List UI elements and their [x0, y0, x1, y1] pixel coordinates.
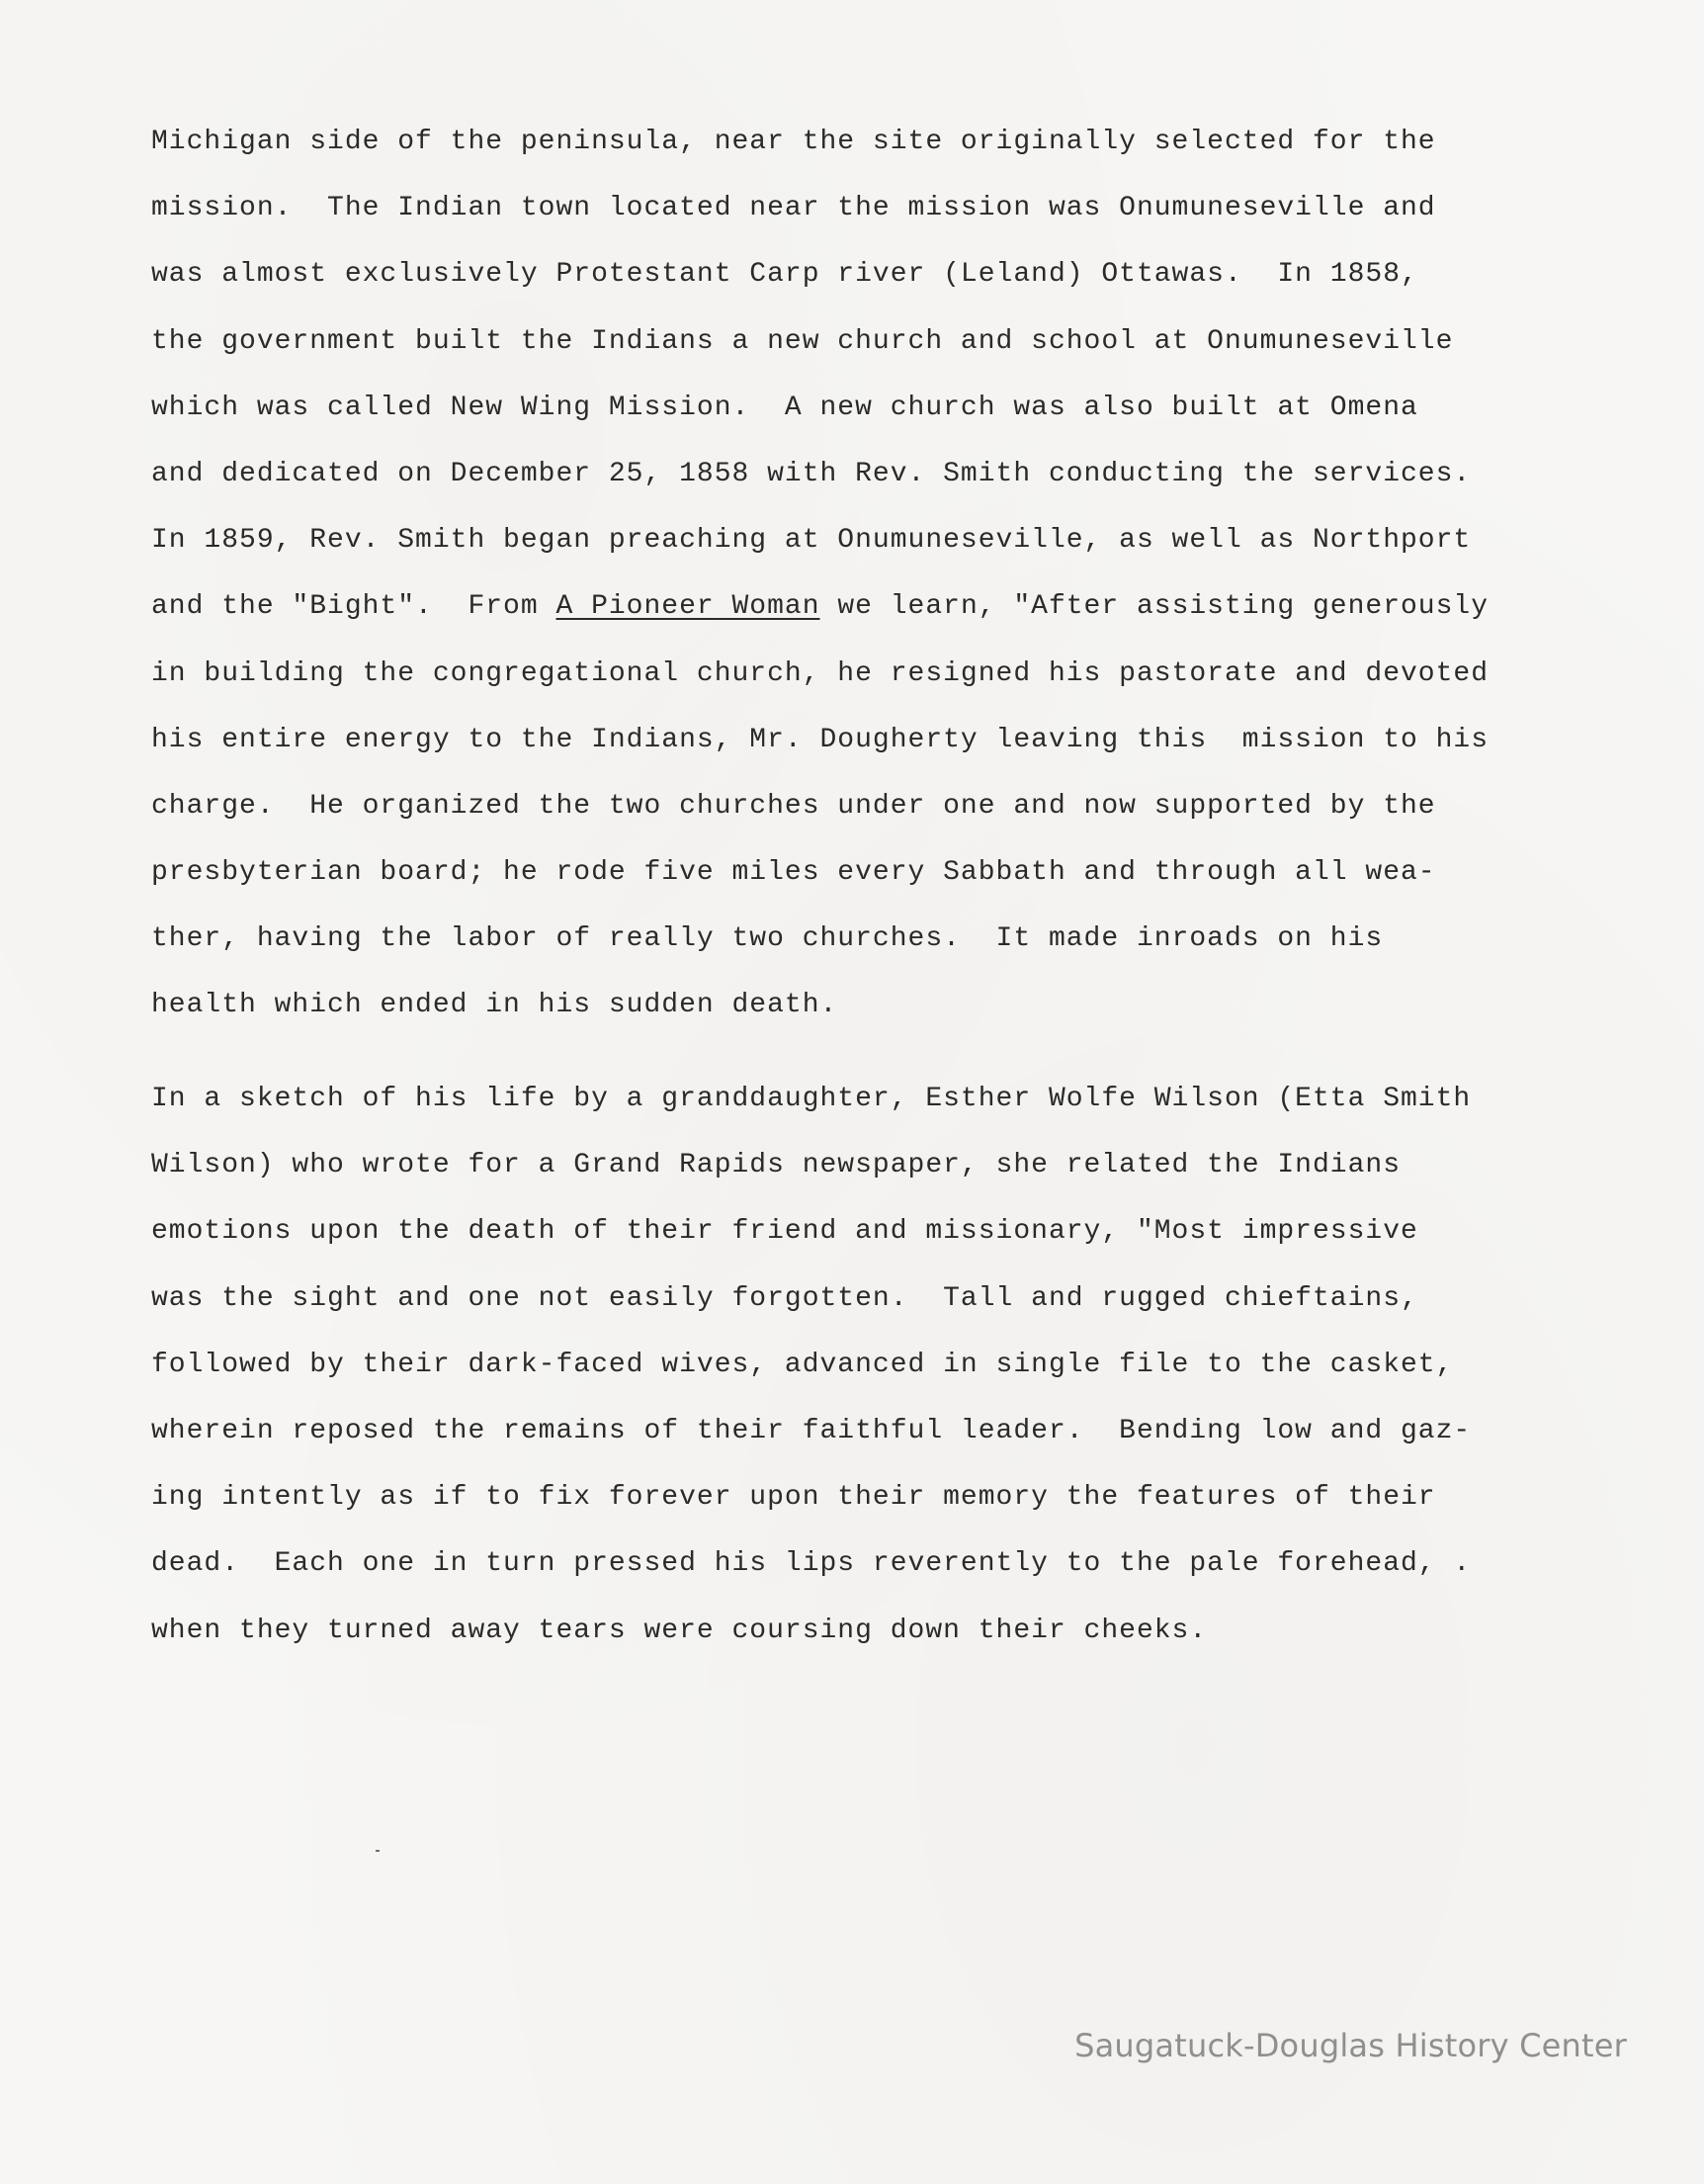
ink-speck — [376, 1850, 380, 1852]
book-title: A Pioneer Woman — [555, 591, 820, 623]
text-line: was the sight and one not easily forgotten. Tall and rugged chieftains, — [151, 1282, 1418, 1314]
text-line: health which ended in his sudden death. — [151, 990, 838, 1021]
text-line: charge. He organized the two churches under one and now supported by the — [151, 790, 1436, 822]
text-line: mission. The Indian town located near the mission was Onumuneseville and — [151, 193, 1436, 224]
text-line: followed by their dark-faced wives, advanced in single file to the casket, — [151, 1349, 1454, 1380]
text-line: which was called New Wing Mission. A new church was also built at Omena — [151, 392, 1418, 423]
text-line: emotions upon the death of their friend and missionary, "Most impressive — [151, 1216, 1418, 1248]
text-segment: and the "Bight". From — [151, 591, 556, 623]
text-line: wherein reposed the remains of their faithful leader. Bending low and gaz- — [151, 1415, 1472, 1446]
archive-watermark: Saugatuck-Douglas History Center — [1074, 2027, 1627, 2064]
text-line: and dedicated on December 25, 1858 with Rev. Smith conducting the services. — [151, 458, 1472, 489]
text-line: ther, having the labor of really two churches. It made inroads on his — [151, 923, 1384, 955]
text-line: when they turned away tears were coursing down their cheeks. — [151, 1615, 1208, 1646]
text-line: Michigan side of the peninsula, near the site originally selected for the — [151, 127, 1436, 157]
text-line: dead. Each one in turn pressed his lips reverently to the pale forehead, . — [151, 1548, 1472, 1580]
text-line: in building the congregational church, he resigned his pastorate and devoted — [151, 657, 1490, 689]
paragraph-2 — [151, 1078, 1693, 1676]
text-line: In 1859, Rev. Smith began preaching at Onumuneseville, as well as Northport — [151, 525, 1472, 557]
text-line: his entire energy to the Indians, Mr. Dougherty leaving this mission to his — [151, 724, 1490, 755]
text-line: the government built the Indians a new church and school at Onumuneseville — [151, 325, 1454, 357]
text-line: Wilson) who wrote for a Grand Rapids newspaper, she related the Indians — [151, 1150, 1401, 1181]
text-segment: we learn, "After assisting generously — [819, 591, 1490, 623]
text-line — [151, 585, 1693, 652]
text-line: ing intently as if to fix forever upon their memory the features of their — [151, 1482, 1436, 1514]
paragraph-1 — [151, 121, 1693, 1051]
text-line: In a sketch of his life by a granddaughter, Esther Wolfe Wilson (Etta Smith — [151, 1084, 1472, 1114]
text-line: was almost exclusively Protestant Carp river (Leland) Ottawas. In 1858, — [151, 259, 1418, 291]
text-line: presbyterian board; he rode five miles every Sabbath and through all wea- — [151, 857, 1436, 889]
